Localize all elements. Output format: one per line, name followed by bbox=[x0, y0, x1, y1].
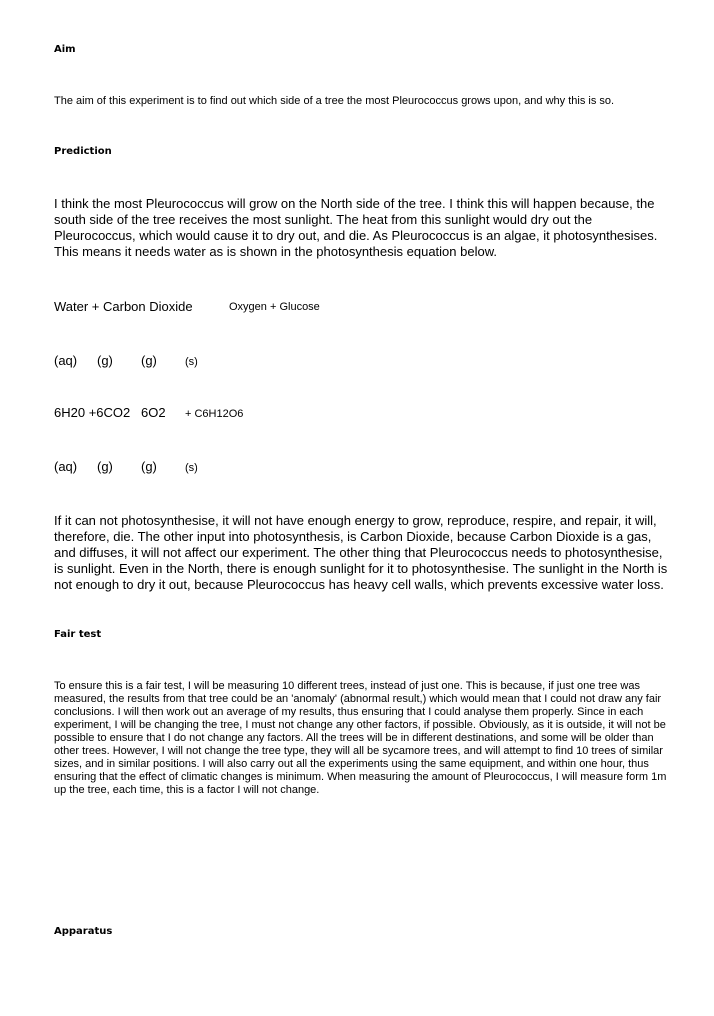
state-symbol: (s) bbox=[185, 462, 198, 474]
state-symbol: (g) bbox=[141, 459, 157, 474]
prediction-heading: Prediction bbox=[54, 146, 112, 157]
state-symbol: (g) bbox=[97, 459, 113, 474]
state-symbol: (aq) bbox=[54, 459, 78, 474]
apparatus-heading: Apparatus bbox=[54, 926, 113, 937]
fair-test-heading: Fair test bbox=[54, 629, 102, 640]
aim-heading: Aim bbox=[54, 44, 76, 55]
state-symbol: (aq) bbox=[54, 353, 78, 368]
equation-formula-left: 6H20 +6CO2 bbox=[54, 405, 131, 420]
equation-formula-right: + C6H12O6 bbox=[185, 408, 244, 420]
prediction-paragraph-1: I think the most Pleurococcus will grow on the North side of the tree. I think this will happen because, the south side of the tree receives the most sunlight. The heat from this sunlight would dry out the Pleurococcus, which would cause it to dry out, and die. As Pleurococcus is an algae, it photosynthesises. This means it needs water as is shown in the photosynthesis equation below. bbox=[54, 196, 658, 259]
state-symbol: (g) bbox=[97, 353, 113, 368]
aim-text: The aim of this experiment is to find out which side of a tree the most Pleurococcus grows upon, and why this is so. bbox=[54, 95, 615, 107]
equation-formula-mid: 6O2 bbox=[141, 405, 166, 420]
state-symbol: (s) bbox=[185, 356, 198, 368]
equation-word-right: Oxygen + Glucose bbox=[229, 301, 320, 313]
fair-test-text: To ensure this is a fair test, I will be measuring 10 different trees, instead of just one. This is because, if just one tree was measured, the results from that tree could be an 'anomaly' (abnormal result,) which would mean that I could not draw any fair conclusions. I will then work out an average of my results, thus ensuring that I could analyse them properly. Since in each experiment, I will be changing the tree, I must not change any other factors, if possible. Obviously, as it is outside, it will not be possible to ensure that I do not change any factors. All the trees will be in different destinations, and some will be older than other trees. However, I will not change the tree type, they will all be sycamore trees, and will attempt to find 10 trees of similar sizes, and in similar positions. I will also carry out all the experiments using the same equipment, and within one hour, thus ensuring that the effect of climatic changes is minimum. When measuring the amount of Pleurococcus, I will measure form 1m up the tree, each time, this is a factor I will not change. bbox=[54, 680, 667, 796]
state-symbol: (g) bbox=[141, 353, 157, 368]
equation-word-left: Water + Carbon Dioxide bbox=[54, 299, 193, 314]
prediction-paragraph-2: If it can not photosynthesise, it will not have enough energy to grow, reproduce, respire, and repair, it will, therefore, die. The other input into photosynthesis, is Carbon Dioxide, because Carbon Dioxide is a gas, and diffuses, it will not affect our experiment. The other thing that Pleurococcus needs to photosynthesise, is sunlight. Even in the North, there is enough sunlight for it to photosynthesise. The sunlight in the North is not enough to dry it out, because Pleurococcus has heavy cell walls, which prevents excessive water loss. bbox=[54, 513, 668, 592]
